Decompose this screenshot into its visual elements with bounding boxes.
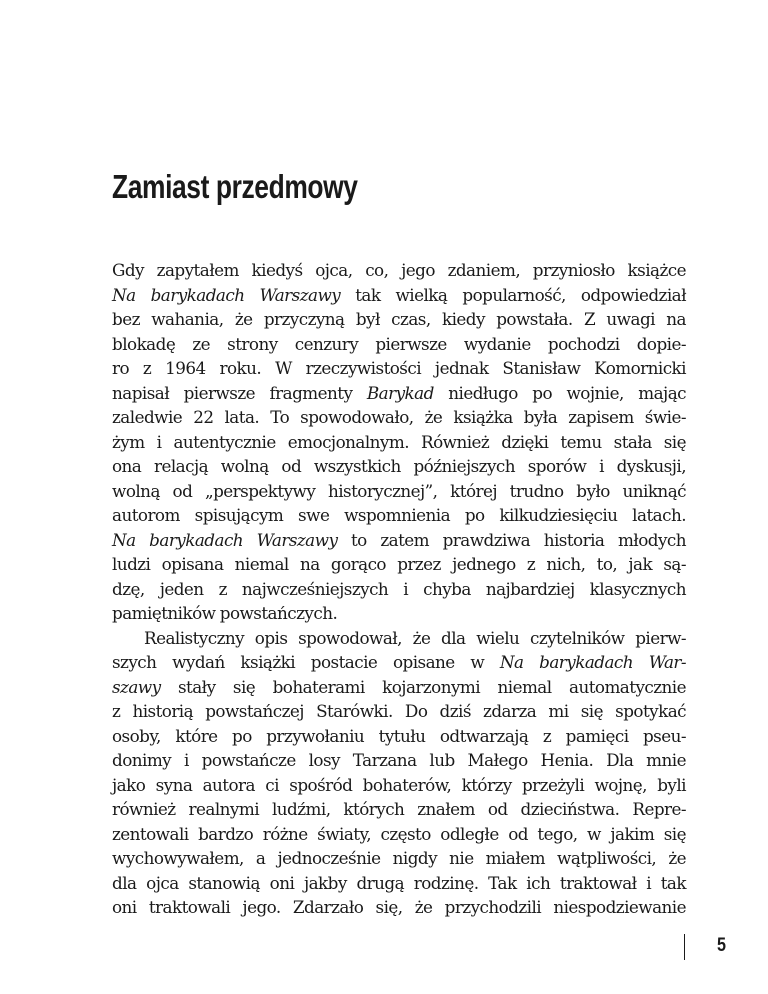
text-segment: Realistyczny opis spowodował, że dla wielu czytelników pierw- [144,627,686,648]
text-segment: pamiętników powstańczych. [112,603,338,623]
page-number-rule [684,934,685,960]
text-line [112,479,686,504]
text-line [112,797,686,822]
text-line [112,846,686,871]
text-line [112,454,686,479]
text-segment: osoby, które po przywołaniu tytułu odtwarzają z pamięci pseu- [112,725,686,746]
text-line [112,503,686,528]
text-line [112,381,686,406]
text-line [112,332,686,357]
text-segment: jako syna autora ci spośród bohaterów, którzy przeżyli wojnę, byli [112,774,686,795]
text-line [112,773,686,798]
text-line [112,577,686,602]
text-line [112,871,686,896]
text-segment: tak wielką popularność, odpowiedział [340,284,686,305]
text-segment: autorom spisującym swe wspomnienia po kilkudziesięciu latach. [112,505,686,525]
page-number: 5 [717,935,726,956]
text-line [112,895,686,920]
text-segment: wychowywałem, a jednocześnie nigdy nie miałem wątpliwości, że [112,848,686,868]
italic-title-segment: Na barykadach Warszawy [112,284,341,305]
text-segment: blokadę ze strony cenzury pierwsze wydanie pochodzi dopie- [112,333,686,354]
text-segment: szych wydań książki postacie opisane w [112,652,500,672]
text-segment: donimy i powstańcze losy Tarzana lub Małego Henia. Dla mnie [112,750,686,770]
text-segment: ona relacją wolną od wszystkich późniejszych sporów i dyskusji, [112,456,686,476]
text-line [112,405,686,430]
paragraph [112,258,686,626]
text-line [112,650,686,675]
text-line [112,307,686,332]
text-segment: dzę, jeden z najwcześniejszych i chyba najbardziej klasycznych [112,578,686,599]
text-line [112,626,686,651]
text-segment: dla ojca stanowią oni jakby drugą rodzinę. Tak ich traktował i tak [112,872,686,893]
paragraph [112,626,686,920]
italic-title-segment: Na barykadach War- [499,652,686,672]
text-segment: zentowali bardzo różne światy, często odległe od tego, w jakim się [112,823,686,844]
text-line [112,822,686,847]
text-line [112,283,686,308]
text-segment: niedługo po wojnie, mając [433,382,686,403]
text-segment: wolną od „perspektywy historycznej”, której trudno było uniknąć [112,480,686,501]
text-line [112,724,686,749]
italic-title-segment: Barykad [366,382,434,403]
text-line [112,528,686,553]
text-segment: Gdy zapytałem kiedyś ojca, co, jego zdaniem, przyniosło książce [112,260,686,280]
text-segment: zaledwie 22 lata. To spowodowało, że książka była zapisem świe- [112,407,686,427]
text-line [112,430,686,455]
text-segment: również realnymi ludźmi, których znałem od dzieciństwa. Repre- [112,799,686,819]
italic-title-segment: szawy [112,676,161,697]
text-segment: oni traktowali jego. Zdarzało się, że przychodzili niespodziewanie [112,897,686,917]
text-line [112,699,686,724]
text-line [112,601,686,626]
italic-title-segment: Na barykadach Warszawy [112,529,338,550]
text-line [112,748,686,773]
text-segment: żym i autentycznie emocjonalnym. Również dzięki temu stała się [112,431,686,452]
text-segment: stały się bohaterami kojarzonymi niemal automatycznie [160,676,686,697]
chapter-title: Zamiast przedmowy [112,168,358,205]
text-segment: ludzi opisana niemal na gorąco przez jednego z nich, to, jak są- [112,554,686,574]
text-segment: napisał pierwsze fragmenty [112,382,367,403]
text-segment: z historią powstańczej Starówki. Do dziś zdarza mi się spotykać [112,701,686,721]
text-line [112,552,686,577]
text-segment: bez wahania, że przyczyną był czas, kiedy powstała. Z uwagi na [112,309,686,329]
text-line [112,675,686,700]
text-segment: to zatem prawdziwa historia młodych [337,529,686,550]
body-text [112,258,686,920]
text-line [112,258,686,283]
text-line [112,356,686,381]
text-segment: ro z 1964 roku. W rzeczywistości jednak Stanisław Komornicki [112,358,686,378]
